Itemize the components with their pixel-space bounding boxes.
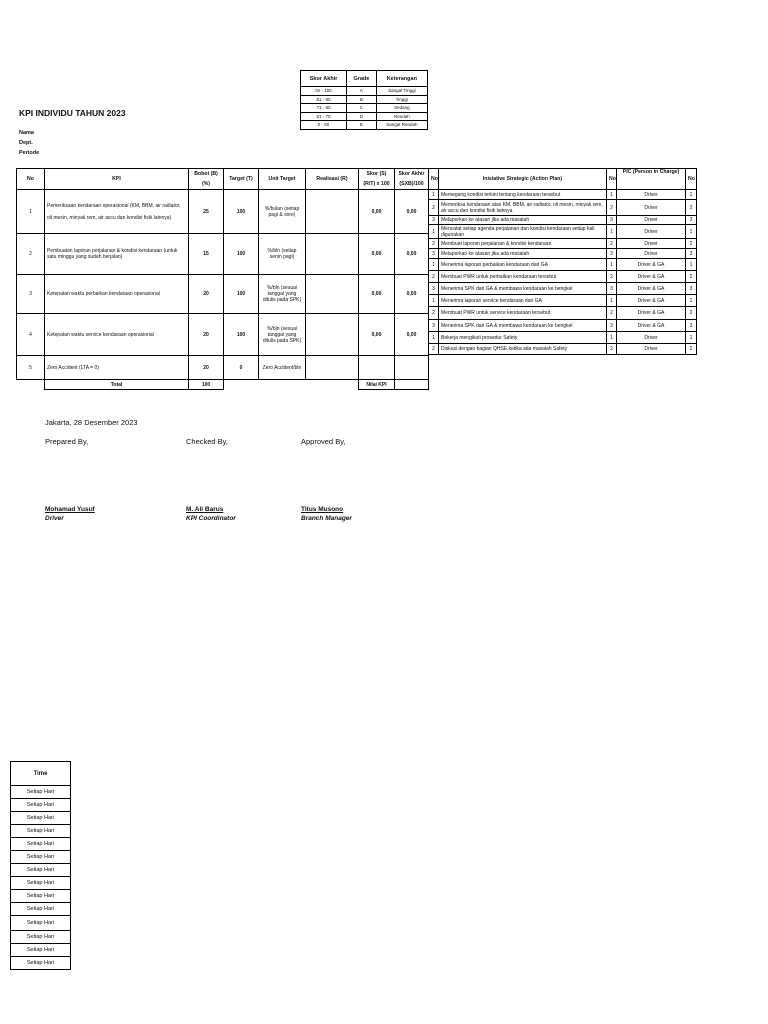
plan-pic: Driver & GA xyxy=(617,320,686,332)
grade-row xyxy=(301,104,428,113)
plan-no2: 3 xyxy=(607,320,617,332)
meta-label-dept: Dept. xyxy=(19,140,33,146)
plan-body xyxy=(429,190,697,355)
grade-header-row xyxy=(301,71,428,87)
plan-no: 2 xyxy=(429,200,439,216)
plan-initiative: Membuat PWR untuk service kendaraan tersebut xyxy=(439,307,607,320)
plan-row xyxy=(429,239,697,249)
plan-no: 1 xyxy=(429,332,439,344)
time-row xyxy=(11,851,71,864)
time-row xyxy=(11,916,71,931)
plan-initiative: Memeriksa kendaraan atas KM, BBM, air radiator, oli mesin, minyak rem, air accu dan kondisi fisik lainnya xyxy=(439,200,607,216)
time-cell: Setiap Hari xyxy=(11,931,71,944)
kpi-text: Ketepatan waktu perbaikan kendaraan operasional xyxy=(45,275,189,314)
plan-no2: 3 xyxy=(607,283,617,295)
kpi-header-realisasi: Realisasi (R) xyxy=(306,169,359,190)
plan-pic: Driver & GA xyxy=(617,259,686,271)
plan-row xyxy=(429,295,697,307)
kpi-target: 100 xyxy=(224,234,259,275)
approved-by-name: Titus Musono xyxy=(301,506,344,513)
plan-row xyxy=(429,320,697,332)
plan-pic: Driver xyxy=(617,200,686,216)
grade-row xyxy=(301,87,428,96)
document-title: KPI INDIVIDU TAHUN 2023 xyxy=(19,108,126,118)
time-cell: Setiap Hari xyxy=(11,812,71,825)
plan-no3: 2 xyxy=(686,307,697,320)
plan-header-pic: PIC (Person in Charge) xyxy=(617,169,686,190)
grade-row xyxy=(301,112,428,121)
time-cell: Setiap Hari xyxy=(11,799,71,812)
plan-no: 3 xyxy=(429,283,439,295)
grade-cell: 0n - 100 xyxy=(301,87,347,96)
grade-cell: E xyxy=(347,121,377,130)
checked-by-role: KPI Coordinator xyxy=(186,515,236,522)
kpi-row xyxy=(17,190,429,234)
approved-by-label: Approved By, xyxy=(301,437,346,446)
plan-row xyxy=(429,344,697,355)
plan-pic: Driver & GA xyxy=(617,283,686,295)
plan-no: 3 xyxy=(429,249,439,259)
time-row xyxy=(11,931,71,944)
kpi-row xyxy=(17,275,429,314)
plan-no3: 2 xyxy=(686,239,697,249)
time-cell: Setiap Hari xyxy=(11,944,71,957)
time-cell: Setiap Hari xyxy=(11,851,71,864)
plan-no: 1 xyxy=(429,225,439,239)
time-cell: Setiap Hari xyxy=(11,825,71,838)
kpi-header-kpi: KPI xyxy=(45,169,189,190)
time-row xyxy=(11,864,71,877)
time-cell: Setiap Hari xyxy=(11,838,71,851)
total-label: Total xyxy=(45,380,189,390)
plan-no3: 2 xyxy=(686,344,697,355)
grade-header-cell: Skor Akhir xyxy=(301,71,347,87)
meta-label-periode: Periode xyxy=(19,150,40,156)
plan-no3: 2 xyxy=(686,271,697,283)
grade-cell: A xyxy=(347,87,377,96)
plan-pic: Driver xyxy=(617,216,686,225)
plan-row xyxy=(429,307,697,320)
time-cell: Setiap Hari xyxy=(11,957,71,970)
plan-no: 3 xyxy=(429,320,439,332)
kpi-skor xyxy=(359,356,395,380)
kpi-bobot: 15 xyxy=(189,234,224,275)
nilai-kpi-value xyxy=(395,380,429,390)
kpi-text: Pemeriksaan kendaraan operasional (KM, BBM, air radiator, oli mesin, minyak rem, air accu dan kondisi fisik lainnya) xyxy=(45,190,189,234)
total-spacer xyxy=(17,380,45,390)
kpi-header-target: Target (T) xyxy=(224,169,259,190)
kpi-skor: 0,00 xyxy=(359,190,395,234)
plan-initiative: Menerima SPK dari GA & membawa kendaraan ke bengkel xyxy=(439,320,607,332)
plan-no2: 3 xyxy=(607,216,617,225)
kpi-bobot: 20 xyxy=(189,314,224,356)
kpi-header-no: No xyxy=(17,169,45,190)
grade-cell: D xyxy=(347,112,377,121)
time-cell: Setiap Hari xyxy=(11,916,71,931)
plan-initiative: Menerima laporan perbaikan kendaraan dari GA xyxy=(439,259,607,271)
plan-no2: 2 xyxy=(607,239,617,249)
plan-no3: 1 xyxy=(686,259,697,271)
prepared-by-role: Driver xyxy=(45,515,64,522)
plan-row xyxy=(429,259,697,271)
kpi-header-bobot: Bobot (B) (%) xyxy=(189,169,224,190)
kpi-row xyxy=(17,356,429,380)
plan-row xyxy=(429,225,697,239)
plan-header-no: No xyxy=(429,169,439,190)
plan-initiative: Membuat PWR untuk perbaikan kendaraan tersebut xyxy=(439,271,607,283)
total-bobot: 100 xyxy=(189,380,224,390)
kpi-total-row xyxy=(17,380,429,390)
prepared-by-name: Mohamad Yusuf xyxy=(45,506,95,513)
plan-no3: 3 xyxy=(686,283,697,295)
grade-cell: B xyxy=(347,95,377,104)
time-header-row xyxy=(11,762,71,786)
kpi-row xyxy=(17,314,429,356)
plan-initiative: Memegang kondisi terkini tentang kendaraan tersebut xyxy=(439,190,607,200)
kpi-no: 3 xyxy=(17,275,45,314)
kpi-realisasi xyxy=(306,314,359,356)
plan-no: 1 xyxy=(429,259,439,271)
plan-no3: 3 xyxy=(686,320,697,332)
plan-no3: 1 xyxy=(686,332,697,344)
plan-no3: 1 xyxy=(686,295,697,307)
plan-header-no2: No xyxy=(607,169,617,190)
plan-pic: Driver xyxy=(617,239,686,249)
plan-no: 1 xyxy=(429,190,439,200)
kpi-header-skor: Skor (S) (R/T) x 100 xyxy=(359,169,395,190)
plan-no: 2 xyxy=(429,239,439,249)
grade-cell: Sangat Tinggi xyxy=(376,87,427,96)
total-spacer xyxy=(224,380,359,390)
kpi-skor: 0,00 xyxy=(359,234,395,275)
plan-no2: 2 xyxy=(607,307,617,320)
kpi-bobot: 25 xyxy=(189,190,224,234)
grade-cell: 71 - 80 xyxy=(301,104,347,113)
grade-cell: 0 - 50 xyxy=(301,121,347,130)
time-row xyxy=(11,799,71,812)
plan-no2: 3 xyxy=(607,249,617,259)
kpi-header-skor-akhir: Skor Akhir (SXB)/100 xyxy=(395,169,429,190)
kpi-no: 5 xyxy=(17,356,45,380)
grade-cell: Sedang xyxy=(376,104,427,113)
plan-pic: Driver & GA xyxy=(617,295,686,307)
plan-row xyxy=(429,271,697,283)
kpi-target: 100 xyxy=(224,190,259,234)
approved-by-role: Branch Manager xyxy=(301,515,352,522)
time-row xyxy=(11,957,71,970)
plan-initiative: Melaporkan ke atasan jika ada masalah xyxy=(439,216,607,225)
plan-no2: 1 xyxy=(607,259,617,271)
kpi-no: 1 xyxy=(17,190,45,234)
plan-no: 2 xyxy=(429,307,439,320)
plan-no: 2 xyxy=(429,271,439,283)
grade-row xyxy=(301,95,428,104)
kpi-skor: 0,00 xyxy=(359,275,395,314)
time-row xyxy=(11,825,71,838)
plan-pic: Driver xyxy=(617,332,686,344)
time-row xyxy=(11,944,71,957)
kpi-header-row xyxy=(17,169,429,190)
grade-header-cell: Grade xyxy=(347,71,377,87)
plan-pic: Driver xyxy=(617,344,686,355)
plan-pic: Driver xyxy=(617,190,686,200)
time-cell: Setiap Hari xyxy=(11,786,71,799)
time-row xyxy=(11,838,71,851)
kpi-bobot: 20 xyxy=(189,356,224,380)
nilai-kpi-label: Nilai KPI xyxy=(359,380,395,390)
plan-header-no3: No xyxy=(686,169,697,190)
time-row xyxy=(11,786,71,799)
prepared-by-label: Prepared By, xyxy=(45,437,89,446)
kpi-text: Pembuatan laporan perjalanan & kondisi kendaraan (untuk satu minggu yang sudah berjalan) xyxy=(45,234,189,275)
time-row xyxy=(11,877,71,890)
grade-row xyxy=(301,121,428,130)
plan-row xyxy=(429,249,697,259)
kpi-skor-akhir: 0,00 xyxy=(395,234,429,275)
kpi-skor-akhir: 0,00 xyxy=(395,314,429,356)
plan-no3: 3 xyxy=(686,249,697,259)
kpi-unit: %/bln (sesuai tanggal yang ditulis pada SPK) xyxy=(259,314,306,356)
kpi-target: 0 xyxy=(224,356,259,380)
grade-cell: 81 - 90 xyxy=(301,95,347,104)
kpi-unit: %/bulan (setiap pagi & sore) xyxy=(259,190,306,234)
plan-no3: 1 xyxy=(686,225,697,239)
kpi-header-unit: Unit Target xyxy=(259,169,306,190)
plan-no2: 2 xyxy=(607,271,617,283)
plan-no2: 1 xyxy=(607,225,617,239)
plan-initiative: Bekerja mengikuti prosedur Safety xyxy=(439,332,607,344)
time-cell: Setiap Hari xyxy=(11,890,71,903)
plan-initiative: Menerima SPK dari GA & membawa kendaraan ke bengkel xyxy=(439,283,607,295)
grade-table xyxy=(300,70,428,130)
plan-header-initiative: Inisiative Strategic (Action Plan) xyxy=(439,169,607,190)
plan-pic: Driver & GA xyxy=(617,307,686,320)
kpi-unit: %/bln (sesuai tanggal yang ditulis pada SPK) xyxy=(259,275,306,314)
kpi-realisasi xyxy=(306,275,359,314)
plan-row xyxy=(429,200,697,216)
time-cell: Setiap Hari xyxy=(11,903,71,916)
kpi-skor-akhir: 0,00 xyxy=(395,190,429,234)
checked-by-name: M. Ali Barus xyxy=(186,506,224,513)
plan-no2: 2 xyxy=(607,344,617,355)
grade-header-cell: Keterangan xyxy=(376,71,427,87)
plan-no: 1 xyxy=(429,295,439,307)
kpi-skor: 0,00 xyxy=(359,314,395,356)
kpi-no: 4 xyxy=(17,314,45,356)
kpi-realisasi xyxy=(306,234,359,275)
plan-no2: 1 xyxy=(607,190,617,200)
plan-no: 3 xyxy=(429,216,439,225)
plan-no3: 2 xyxy=(686,200,697,216)
time-cell: Setiap Hari xyxy=(11,877,71,890)
action-plan-table xyxy=(428,168,697,355)
grade-cell: Sangat Rendah xyxy=(376,121,427,130)
time-row xyxy=(11,903,71,916)
grade-cell: 51 - 70 xyxy=(301,112,347,121)
kpi-table xyxy=(16,168,429,390)
meta-label-nama: Nama xyxy=(19,130,34,136)
plan-initiative: Menerima laporan service kendaraan dari GA xyxy=(439,295,607,307)
time-table xyxy=(10,761,71,970)
plan-initiative: Membuat laporan perjalanan & kondisi kendaraan xyxy=(439,239,607,249)
kpi-text: Zero Accident (LTA = 0) xyxy=(45,356,189,380)
plan-no2: 2 xyxy=(607,200,617,216)
time-header: Time xyxy=(11,762,71,786)
grade-cell: C xyxy=(347,104,377,113)
plan-no2: 1 xyxy=(607,295,617,307)
time-cell: Setiap Hari xyxy=(11,864,71,877)
kpi-bobot: 20 xyxy=(189,275,224,314)
grade-cell: Tinggi xyxy=(376,95,427,104)
plan-row xyxy=(429,332,697,344)
plan-row xyxy=(429,216,697,225)
time-row xyxy=(11,812,71,825)
kpi-text: Ketepatan waktu service kendaraan operasional xyxy=(45,314,189,356)
kpi-target: 100 xyxy=(224,314,259,356)
plan-pic: Driver xyxy=(617,249,686,259)
kpi-unit: Zero Accident/bln xyxy=(259,356,306,380)
kpi-realisasi xyxy=(306,356,359,380)
time-row xyxy=(11,890,71,903)
grade-cell: Rendah xyxy=(376,112,427,121)
plan-header-row xyxy=(429,169,697,190)
plan-no3: 3 xyxy=(686,216,697,225)
plan-pic: Driver & GA xyxy=(617,271,686,283)
plan-initiative: Melaporkan ke atasan jika ada masalah xyxy=(439,249,607,259)
plan-row xyxy=(429,190,697,200)
plan-no: 2 xyxy=(429,344,439,355)
kpi-realisasi xyxy=(306,190,359,234)
kpi-unit: %/bln (setiap senin pagi) xyxy=(259,234,306,275)
kpi-target: 100 xyxy=(224,275,259,314)
time-body xyxy=(11,786,71,970)
plan-no2: 1 xyxy=(607,332,617,344)
plan-initiative: Diskusi dengan bagian QHSE ketika ada masalah Safety xyxy=(439,344,607,355)
plan-row xyxy=(429,283,697,295)
kpi-skor-akhir: 0,00 xyxy=(395,275,429,314)
plan-initiative: Mencatat setiap agenda perjalanan dan kondisi kendaraan setiap kali digunakan xyxy=(439,225,607,239)
plan-no3: 1 xyxy=(686,190,697,200)
place-date: Jakarta, 28 Desember 2023 xyxy=(45,418,138,427)
kpi-skor-akhir xyxy=(395,356,429,380)
plan-pic: Driver xyxy=(617,225,686,239)
kpi-no: 2 xyxy=(17,234,45,275)
checked-by-label: Checked By, xyxy=(186,437,228,446)
kpi-row xyxy=(17,234,429,275)
